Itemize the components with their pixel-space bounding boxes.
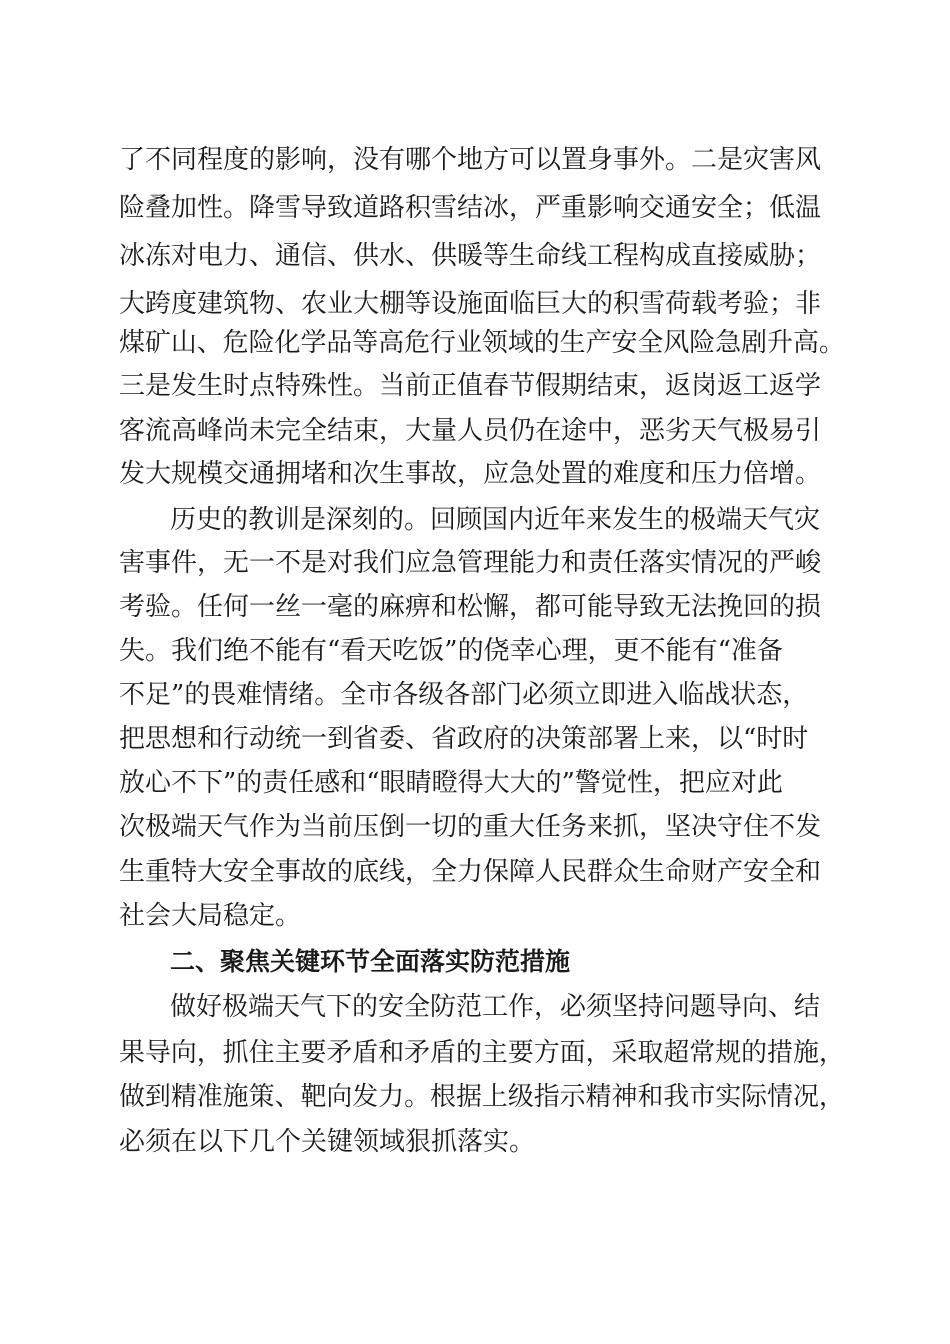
text-line: 果导向，抓住主要矛盾和矛盾的主要方面，采取超常规的措施， [119, 1038, 845, 1068]
text-line: 煤矿山、危险化学品等高危行业领域的生产安全风险急剧升高。 [119, 328, 845, 358]
text-line: 险叠加性。降雪导致道路积雪结冰，严重影响交通安全；低温 [119, 193, 822, 223]
text-line: 不足”的畏难情绪。全市各级各部门必须立即进入临战状态， [119, 680, 809, 710]
paragraph-first-line: 做好极端天气下的安全防范工作，必须坚持问题导向、结 [170, 992, 821, 1022]
text-line: 冰冻对电力、通信、供水、供暖等生命线工程构成直接威胁； [119, 241, 822, 271]
text-line: 做到精准施策、靶向发力。根据上级指示精神和我市实际情况， [119, 1082, 845, 1112]
text-line: 发大规模交通拥堵和次生事故，应急处置的难度和压力倍增。 [119, 459, 822, 489]
paragraph-first-line: 历史的教训是深刻的。回顾国内近年来发生的极端天气灾 [170, 505, 821, 535]
text-line: 放心不下”的责任感和“眼睛瞪得大大的”警觉性，把应对此 [119, 768, 783, 798]
text-line: 了不同程度的影响，没有哪个地方可以置身事外。二是灾害风 [119, 145, 822, 175]
text-line: 客流高峰尚未完全结束，大量人员仍在途中，恶劣天气极易引 [119, 416, 822, 446]
text-line: 生重特大安全事故的底线，全力保障人民群众生命财产安全和 [119, 857, 822, 887]
text-line: 考验。任何一丝一毫的麻痹和松懈，都可能导致无法挽回的损 [119, 592, 822, 622]
text-line: 大跨度建筑物、农业大棚等设施面临巨大的积雪荷载考验；非 [119, 289, 822, 319]
text-line: 必须在以下几个关键领域狠抓落实。 [119, 1127, 536, 1157]
text-line: 把思想和行动统一到省委、省政府的决策部署上来，以“时时 [119, 724, 809, 754]
text-line: 三是发生时点特殊性。当前正值春节假期结束，返岗返工返学 [119, 371, 822, 401]
text-line: 次极端天气作为当前压倒一切的重大任务来抓，坚决守住不发 [119, 812, 822, 842]
text-line: 社会大局稳定。 [119, 901, 302, 931]
section-heading: 二、聚焦关键环节全面落实防范措施 [170, 947, 571, 976]
text-line: 害事件，无一不是对我们应急管理能力和责任落实情况的严峻 [119, 548, 822, 578]
text-line: 失。我们绝不能有“看天吃饭”的侥幸心理，更不能有“准备 [119, 636, 783, 666]
